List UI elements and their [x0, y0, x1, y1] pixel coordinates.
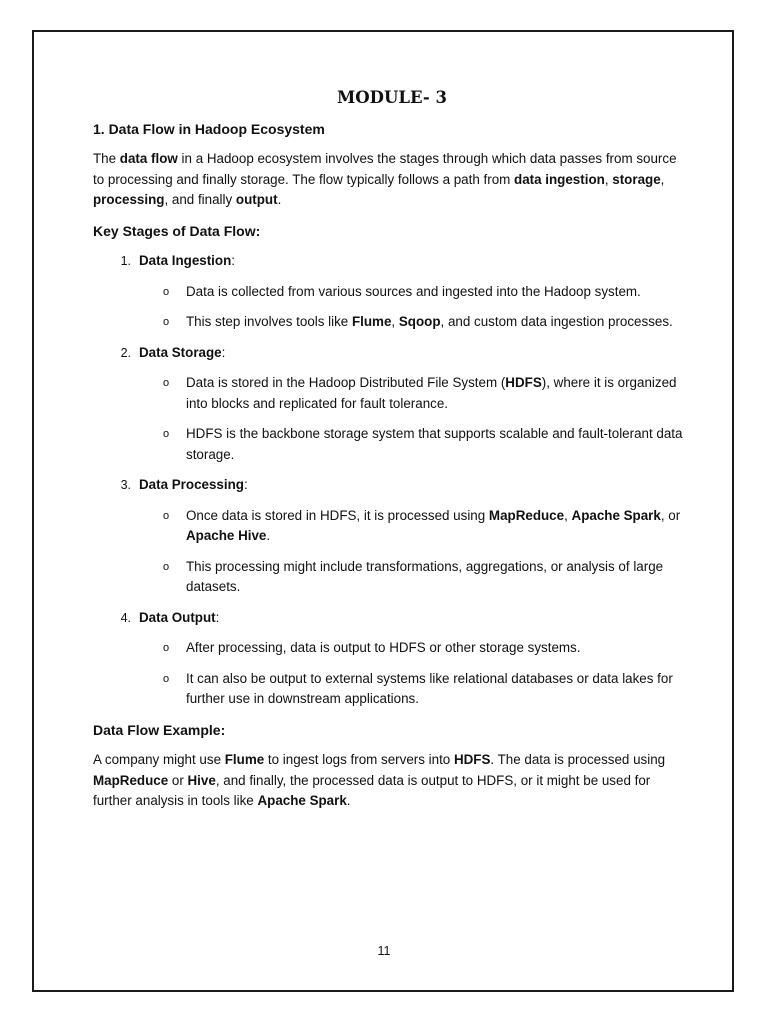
stage-suffix: : — [243, 477, 248, 492]
bullet-bold: Apache Spark — [571, 507, 661, 523]
bullet-text — [186, 312, 683, 333]
bullet-run: ), where it is organized into blocks and replicated for fault tolerance. — [186, 375, 677, 411]
stage-title: Data Output — [139, 609, 216, 625]
stage-title: Data Storage — [139, 344, 222, 360]
bullet-marker: o — [163, 377, 170, 389]
bullet-run: , or — [660, 507, 681, 523]
stage-number: 3. — [120, 478, 131, 492]
key-stages-heading: Key Stages of Data Flow: — [93, 222, 261, 239]
bullet-run: Once data is stored in HDFS, it is processed using — [186, 507, 489, 523]
stage-title: Data Processing — [139, 477, 244, 492]
stage-item — [93, 343, 683, 364]
example-text: to ingest logs from servers into — [264, 752, 454, 767]
example-paragraph — [93, 750, 683, 812]
intro-text: . — [277, 192, 282, 207]
bullet-item — [93, 424, 683, 465]
intro-bold: data ingestion — [514, 171, 605, 187]
bullet-marker: o — [163, 428, 170, 440]
stage-number: 2. — [120, 345, 131, 360]
bullet-text: After processing, data is output to HDFS or other storage systems. — [186, 640, 581, 655]
example-bold: Hive — [187, 772, 216, 788]
intro-bold: data flow — [119, 151, 178, 166]
bullet-text: Data is collected from various sources and ingested into the Hadoop system. — [186, 283, 641, 299]
intro-text: , — [660, 171, 665, 187]
example-text: A company might use — [93, 752, 225, 767]
example-text: , and finally, the processed data is output to HDFS, or it might be used for further analysis in tools like — [93, 772, 651, 808]
bullet-run: , — [564, 507, 572, 523]
bullet-run: , and custom data ingestion processes. — [440, 314, 673, 329]
bullet-item — [93, 557, 683, 598]
intro-text: in a Hadoop ecosystem involves the stages through which data passes from source to processing and finally storage. The flow typically follows a path from — [93, 151, 677, 187]
bullet-run: This step involves tools like — [186, 314, 352, 329]
bullet-item — [93, 638, 683, 659]
example-text: or — [168, 772, 188, 788]
bullet-bold: Sqoop — [398, 314, 441, 329]
example-heading: Data Flow Example: — [93, 721, 226, 738]
stage-item — [93, 608, 683, 629]
bullet-item — [93, 373, 683, 414]
intro-text: The — [93, 151, 120, 166]
bullet-item — [93, 312, 683, 333]
bullet-text — [186, 373, 683, 414]
intro-bold: storage — [612, 171, 661, 187]
bullet-bold: Flume — [351, 314, 392, 329]
bullet-bold: HDFS — [505, 375, 542, 390]
stage-suffix: : — [215, 609, 220, 625]
bullet-bold: Apache Hive — [186, 528, 267, 543]
example-bold: Apache Spark — [257, 793, 347, 808]
bullet-run: Data is stored in the Hadoop Distributed File System ( — [186, 375, 506, 390]
bullet-marker: o — [163, 316, 170, 328]
intro-text: , and finally — [164, 192, 236, 207]
example-bold: Flume — [224, 752, 265, 767]
bullet-text: This processing might include transformations, aggregations, or analysis of large datasets. — [186, 558, 664, 594]
bullet-item — [93, 282, 683, 303]
bullet-item — [93, 669, 683, 710]
bullet-text: HDFS is the backbone storage system that supports scalable and fault-tolerant data storage. — [186, 426, 683, 462]
example-bold: MapReduce — [93, 772, 169, 788]
document-body — [93, 88, 683, 822]
bullet-run: . — [266, 528, 271, 543]
stage-number: 1. — [120, 254, 131, 268]
bullet-marker: o — [163, 642, 170, 654]
example-text: . — [346, 793, 351, 808]
example-text: . The data is processed using — [490, 752, 666, 767]
bullet-text — [186, 506, 683, 547]
bullet-marker: o — [163, 672, 170, 685]
module-title: MODULE- 3 — [337, 88, 447, 107]
stage-item — [93, 475, 683, 496]
stage-number: 4. — [120, 610, 131, 625]
stage-suffix: : — [231, 253, 235, 268]
bullet-marker: o — [163, 560, 170, 573]
section-heading: 1. Data Flow in Hadoop Ecosystem — [93, 120, 325, 137]
example-bold: HDFS — [453, 752, 491, 767]
bullet-item — [93, 506, 683, 547]
bullet-run: , — [391, 314, 399, 329]
stage-suffix: : — [221, 344, 226, 360]
page-number: 11 — [377, 944, 391, 958]
stage-title: Data Ingestion — [139, 253, 232, 268]
stage-item — [93, 251, 683, 272]
intro-text: , — [604, 171, 613, 187]
bullet-marker: o — [163, 509, 170, 522]
bullet-bold: MapReduce — [488, 507, 565, 523]
intro-paragraph — [93, 149, 683, 211]
intro-bold: output — [235, 192, 278, 207]
intro-bold: processing — [93, 192, 165, 207]
bullet-marker: o — [163, 285, 170, 298]
bullet-text: It can also be output to external systems like relational databases or data lakes for further use in downstream applications. — [186, 670, 673, 706]
